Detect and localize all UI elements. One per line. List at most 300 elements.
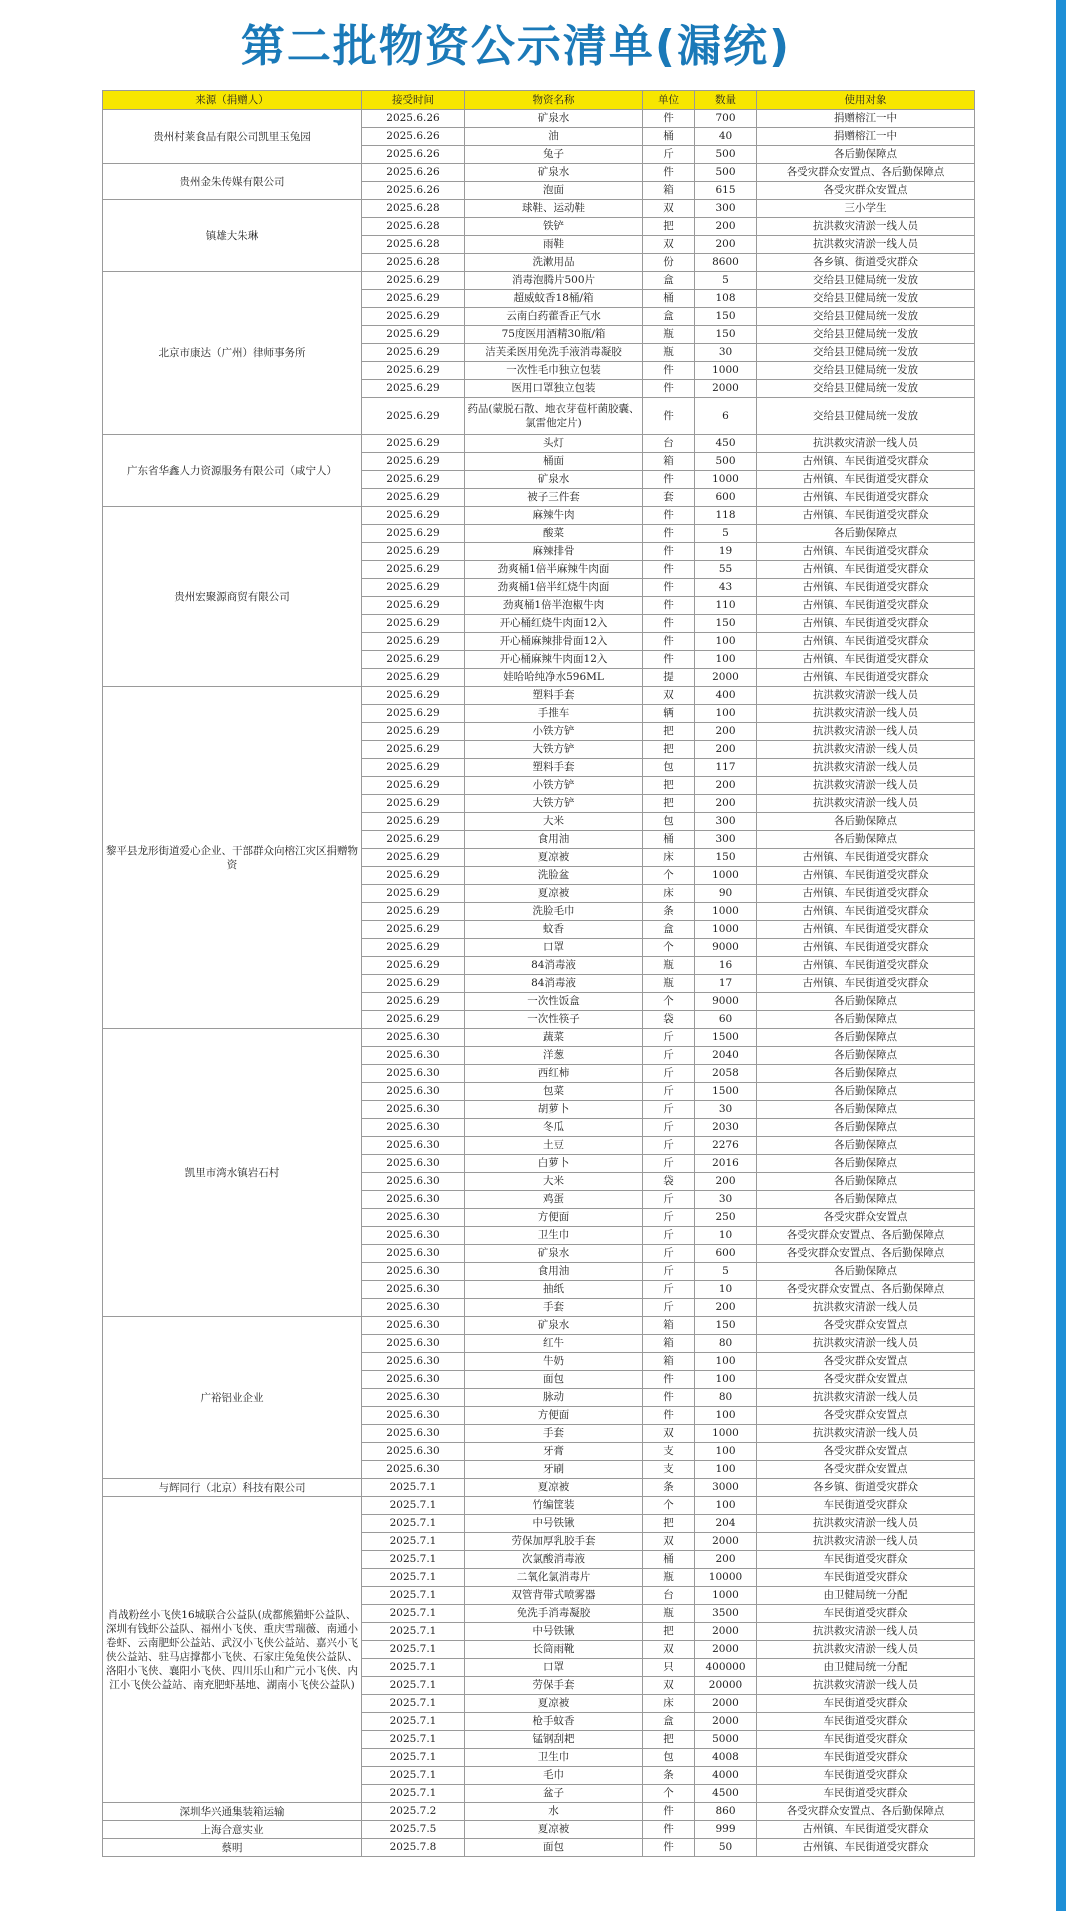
cell-quantity: 200 [695, 1173, 757, 1191]
cell-quantity: 5 [695, 525, 757, 543]
cell-date: 2025.6.30 [362, 1299, 465, 1317]
cell-item: 被子三件套 [465, 489, 643, 507]
cell-unit: 袋 [643, 1173, 695, 1191]
cell-quantity: 108 [695, 290, 757, 308]
cell-quantity: 100 [695, 1497, 757, 1515]
cell-quantity: 250 [695, 1209, 757, 1227]
cell-unit: 台 [643, 1587, 695, 1605]
cell-quantity: 2000 [695, 380, 757, 398]
cell-unit: 桶 [643, 1551, 695, 1569]
cell-unit: 床 [643, 885, 695, 903]
cell-unit: 个 [643, 1785, 695, 1803]
cell-date: 2025.6.29 [362, 849, 465, 867]
cell-unit: 斤 [643, 146, 695, 164]
cell-item: 胡萝卜 [465, 1101, 643, 1119]
cell-item: 一次性毛巾独立包装 [465, 362, 643, 380]
cell-unit: 把 [643, 1731, 695, 1749]
cell-recipient: 古州镇、车民街道受灾群众 [757, 921, 975, 939]
cell-item: 手套 [465, 1425, 643, 1443]
table-row [103, 1497, 975, 1515]
cell-unit: 件 [643, 615, 695, 633]
header-quantity: 数量 [695, 91, 757, 110]
cell-date: 2025.6.30 [362, 1263, 465, 1281]
cell-recipient: 古州镇、车民街道受灾群众 [757, 507, 975, 525]
cell-date: 2025.7.8 [362, 1839, 465, 1857]
cell-source: 广东省华鑫人力资源服务有限公司（咸宁人） [103, 435, 362, 507]
cell-unit: 件 [643, 579, 695, 597]
cell-date: 2025.6.29 [362, 741, 465, 759]
cell-quantity: 100 [695, 633, 757, 651]
table-row [103, 110, 975, 128]
cell-unit: 箱 [643, 182, 695, 200]
cell-quantity: 700 [695, 110, 757, 128]
cell-recipient: 抗洪救灾清淤一线人员 [757, 777, 975, 795]
cell-quantity: 100 [695, 1371, 757, 1389]
cell-unit: 包 [643, 1749, 695, 1767]
cell-unit: 条 [643, 1479, 695, 1497]
cell-unit: 斤 [643, 1083, 695, 1101]
cell-date: 2025.6.30 [362, 1407, 465, 1425]
cell-date: 2025.7.1 [362, 1695, 465, 1713]
cell-quantity: 1000 [695, 471, 757, 489]
cell-unit: 箱 [643, 453, 695, 471]
table-header-row [103, 91, 975, 110]
cell-unit: 盒 [643, 272, 695, 290]
header-item: 物资名称 [465, 91, 643, 110]
cell-quantity: 1000 [695, 1587, 757, 1605]
cell-item: 红牛 [465, 1335, 643, 1353]
cell-date: 2025.6.30 [362, 1209, 465, 1227]
cell-date: 2025.6.29 [362, 326, 465, 344]
cell-date: 2025.6.30 [362, 1173, 465, 1191]
table-row [103, 1029, 975, 1047]
cell-unit: 份 [643, 254, 695, 272]
cell-recipient: 各后勤保障点 [757, 1173, 975, 1191]
cell-unit: 箱 [643, 1335, 695, 1353]
cell-date: 2025.6.30 [362, 1065, 465, 1083]
cell-item: 牙膏 [465, 1443, 643, 1461]
cell-recipient: 古州镇、车民街道受灾群众 [757, 471, 975, 489]
cell-unit: 斤 [643, 1029, 695, 1047]
cell-date: 2025.6.30 [362, 1425, 465, 1443]
cell-unit: 件 [643, 164, 695, 182]
cell-item: 牙刷 [465, 1461, 643, 1479]
cell-unit: 件 [643, 561, 695, 579]
cell-unit: 件 [643, 1803, 695, 1821]
cell-recipient: 各受灾群众安置点 [757, 1317, 975, 1335]
cell-recipient: 抗洪救灾清淤一线人员 [757, 1533, 975, 1551]
cell-item: 中号铁锹 [465, 1515, 643, 1533]
cell-item: 大铁方铲 [465, 741, 643, 759]
cell-recipient: 交给县卫健局统一发放 [757, 308, 975, 326]
cell-quantity: 20000 [695, 1677, 757, 1695]
cell-quantity: 10000 [695, 1569, 757, 1587]
cell-recipient: 车民街道受灾群众 [757, 1785, 975, 1803]
cell-date: 2025.6.29 [362, 705, 465, 723]
cell-quantity: 2000 [695, 669, 757, 687]
right-edge-stripe [1056, 0, 1066, 1911]
cell-unit: 件 [643, 110, 695, 128]
cell-date: 2025.6.29 [362, 669, 465, 687]
cell-item: 开心桶麻辣排骨面12入 [465, 633, 643, 651]
cell-item: 竹编筐装 [465, 1497, 643, 1515]
cell-recipient: 抗洪救灾清淤一线人员 [757, 741, 975, 759]
cell-unit: 箱 [643, 1317, 695, 1335]
cell-date: 2025.6.30 [362, 1371, 465, 1389]
cell-recipient: 古州镇、车民街道受灾群众 [757, 849, 975, 867]
cell-quantity: 10 [695, 1227, 757, 1245]
cell-quantity: 5000 [695, 1731, 757, 1749]
cell-recipient: 古州镇、车民街道受灾群众 [757, 867, 975, 885]
cell-date: 2025.6.30 [362, 1101, 465, 1119]
cell-quantity: 300 [695, 831, 757, 849]
table-row [103, 1803, 975, 1821]
cell-item: 矿泉水 [465, 471, 643, 489]
cell-quantity: 4500 [695, 1785, 757, 1803]
cell-date: 2025.7.1 [362, 1767, 465, 1785]
cell-unit: 斤 [643, 1137, 695, 1155]
cell-item: 一次性筷子 [465, 1011, 643, 1029]
cell-recipient: 各后勤保障点 [757, 146, 975, 164]
cell-unit: 件 [643, 380, 695, 398]
cell-date: 2025.6.29 [362, 903, 465, 921]
cell-recipient: 各后勤保障点 [757, 1065, 975, 1083]
cell-source: 贵州金朱传媒有限公司 [103, 164, 362, 200]
cell-item: 酸菜 [465, 525, 643, 543]
cell-quantity: 117 [695, 759, 757, 777]
cell-date: 2025.6.26 [362, 128, 465, 146]
cell-unit: 双 [643, 687, 695, 705]
cell-item: 84消毒液 [465, 957, 643, 975]
cell-date: 2025.6.29 [362, 957, 465, 975]
cell-unit: 辆 [643, 705, 695, 723]
cell-recipient: 各后勤保障点 [757, 1083, 975, 1101]
cell-quantity: 43 [695, 579, 757, 597]
cell-source: 上海合意实业 [103, 1821, 362, 1839]
cell-date: 2025.7.1 [362, 1731, 465, 1749]
cell-unit: 把 [643, 1515, 695, 1533]
cell-recipient: 交给县卫健局统一发放 [757, 290, 975, 308]
cell-item: 矿泉水 [465, 164, 643, 182]
cell-quantity: 150 [695, 308, 757, 326]
cell-item: 盆子 [465, 1785, 643, 1803]
cell-recipient: 车民街道受灾群众 [757, 1551, 975, 1569]
cell-recipient: 各受灾群众安置点 [757, 1443, 975, 1461]
cell-recipient: 各受灾群众安置点、各后勤保障点 [757, 1281, 975, 1299]
cell-unit: 把 [643, 777, 695, 795]
cell-recipient: 抗洪救灾清淤一线人员 [757, 435, 975, 453]
cell-quantity: 400000 [695, 1659, 757, 1677]
cell-recipient: 各后勤保障点 [757, 525, 975, 543]
cell-quantity: 200 [695, 218, 757, 236]
cell-quantity: 400 [695, 687, 757, 705]
cell-item: 口罩 [465, 939, 643, 957]
cell-quantity: 2058 [695, 1065, 757, 1083]
cell-recipient: 抗洪救灾清淤一线人员 [757, 1623, 975, 1641]
cell-quantity: 860 [695, 1803, 757, 1821]
cell-recipient: 由卫健局统一分配 [757, 1659, 975, 1677]
cell-date: 2025.7.1 [362, 1587, 465, 1605]
cell-recipient: 交给县卫健局统一发放 [757, 344, 975, 362]
cell-unit: 桶 [643, 128, 695, 146]
cell-recipient: 抗洪救灾清淤一线人员 [757, 759, 975, 777]
cell-date: 2025.6.30 [362, 1083, 465, 1101]
cell-item: 毛巾 [465, 1767, 643, 1785]
cell-recipient: 车民街道受灾群众 [757, 1569, 975, 1587]
cell-unit: 双 [643, 1641, 695, 1659]
cell-quantity: 110 [695, 597, 757, 615]
cell-quantity: 100 [695, 1461, 757, 1479]
cell-date: 2025.6.29 [362, 290, 465, 308]
cell-unit: 把 [643, 723, 695, 741]
cell-item: 双管背带式喷雾器 [465, 1587, 643, 1605]
cell-item: 鸡蛋 [465, 1191, 643, 1209]
cell-unit: 斤 [643, 1263, 695, 1281]
cell-item: 桶面 [465, 453, 643, 471]
table-row [103, 200, 975, 218]
cell-recipient: 抗洪救灾清淤一线人员 [757, 723, 975, 741]
cell-unit: 台 [643, 435, 695, 453]
cell-recipient: 抗洪救灾清淤一线人员 [757, 236, 975, 254]
cell-recipient: 抗洪救灾清淤一线人员 [757, 1335, 975, 1353]
cell-unit: 斤 [643, 1209, 695, 1227]
cell-recipient: 车民街道受灾群众 [757, 1695, 975, 1713]
header-date: 接受时间 [362, 91, 465, 110]
cell-item: 蚊香 [465, 921, 643, 939]
cell-recipient: 各后勤保障点 [757, 1191, 975, 1209]
cell-quantity: 600 [695, 1245, 757, 1263]
cell-item: 卫生巾 [465, 1749, 643, 1767]
cell-unit: 件 [643, 633, 695, 651]
cell-recipient: 各受灾群众安置点 [757, 1353, 975, 1371]
cell-quantity: 6 [695, 398, 757, 435]
cell-unit: 件 [643, 362, 695, 380]
cell-item: 锰钢刮耙 [465, 1731, 643, 1749]
cell-quantity: 2016 [695, 1155, 757, 1173]
cell-item: 大米 [465, 1173, 643, 1191]
cell-unit: 支 [643, 1443, 695, 1461]
cell-unit: 盒 [643, 308, 695, 326]
cell-date: 2025.6.30 [362, 1353, 465, 1371]
cell-unit: 斤 [643, 1155, 695, 1173]
cell-recipient: 各受灾群众安置点 [757, 1371, 975, 1389]
table-row [103, 435, 975, 453]
cell-date: 2025.6.29 [362, 308, 465, 326]
cell-quantity: 3500 [695, 1605, 757, 1623]
cell-item: 矿泉水 [465, 1317, 643, 1335]
cell-quantity: 40 [695, 128, 757, 146]
cell-unit: 双 [643, 1533, 695, 1551]
cell-recipient: 抗洪救灾清淤一线人员 [757, 1677, 975, 1695]
cell-source: 蔡明 [103, 1839, 362, 1857]
cell-unit: 件 [643, 1371, 695, 1389]
cell-recipient: 古州镇、车民街道受灾群众 [757, 939, 975, 957]
cell-recipient: 由卫健局统一分配 [757, 1587, 975, 1605]
cell-unit: 把 [643, 1623, 695, 1641]
cell-unit: 箱 [643, 1353, 695, 1371]
cell-quantity: 2000 [695, 1533, 757, 1551]
cell-item: 一次性饭盒 [465, 993, 643, 1011]
cell-source: 深圳华兴通集装箱运输 [103, 1803, 362, 1821]
cell-date: 2025.6.28 [362, 218, 465, 236]
cell-date: 2025.6.28 [362, 200, 465, 218]
cell-date: 2025.6.29 [362, 723, 465, 741]
cell-item: 手套 [465, 1299, 643, 1317]
cell-unit: 提 [643, 669, 695, 687]
cell-item: 84消毒液 [465, 975, 643, 993]
cell-item: 小铁方铲 [465, 723, 643, 741]
cell-date: 2025.6.26 [362, 110, 465, 128]
cell-quantity: 200 [695, 236, 757, 254]
cell-quantity: 204 [695, 1515, 757, 1533]
cell-source: 凯里市湾水镇岩石村 [103, 1029, 362, 1317]
cell-recipient: 各后勤保障点 [757, 1263, 975, 1281]
cell-unit: 件 [643, 597, 695, 615]
cell-unit: 瓶 [643, 957, 695, 975]
cell-item: 脉动 [465, 1389, 643, 1407]
cell-date: 2025.6.29 [362, 1011, 465, 1029]
cell-date: 2025.6.30 [362, 1443, 465, 1461]
header-unit: 单位 [643, 91, 695, 110]
cell-recipient: 抗洪救灾清淤一线人员 [757, 1641, 975, 1659]
cell-quantity: 200 [695, 723, 757, 741]
cell-date: 2025.6.30 [362, 1137, 465, 1155]
cell-unit: 斤 [643, 1119, 695, 1137]
cell-date: 2025.6.29 [362, 777, 465, 795]
cell-item: 次氯酸消毒液 [465, 1551, 643, 1569]
cell-quantity: 615 [695, 182, 757, 200]
cell-item: 大米 [465, 813, 643, 831]
cell-unit: 包 [643, 759, 695, 777]
cell-unit: 件 [643, 1389, 695, 1407]
cell-quantity: 300 [695, 200, 757, 218]
cell-quantity: 80 [695, 1335, 757, 1353]
cell-item: 泡面 [465, 182, 643, 200]
cell-unit: 斤 [643, 1047, 695, 1065]
cell-quantity: 2000 [695, 1641, 757, 1659]
cell-date: 2025.6.30 [362, 1047, 465, 1065]
cell-unit: 件 [643, 525, 695, 543]
cell-item: 矿泉水 [465, 110, 643, 128]
cell-recipient: 各后勤保障点 [757, 1047, 975, 1065]
cell-quantity: 1500 [695, 1029, 757, 1047]
cell-source: 贵州宏聚源商贸有限公司 [103, 507, 362, 687]
cell-item: 娃哈哈纯净水596ML [465, 669, 643, 687]
cell-date: 2025.6.29 [362, 471, 465, 489]
cell-quantity: 200 [695, 741, 757, 759]
cell-item: 劲爽桶1倍半麻辣牛肉面 [465, 561, 643, 579]
cell-recipient: 各受灾群众安置点 [757, 1461, 975, 1479]
cell-recipient: 古州镇、车民街道受灾群众 [757, 1839, 975, 1857]
cell-date: 2025.6.30 [362, 1119, 465, 1137]
cell-item: 洗脸盆 [465, 867, 643, 885]
cell-quantity: 30 [695, 1101, 757, 1119]
cell-item: 夏凉被 [465, 1821, 643, 1839]
cell-quantity: 60 [695, 1011, 757, 1029]
cell-recipient: 各受灾群众安置点、各后勤保障点 [757, 1803, 975, 1821]
cell-unit: 件 [643, 651, 695, 669]
cell-item: 云南白药藿香正气水 [465, 308, 643, 326]
table-row [103, 1479, 975, 1497]
cell-recipient: 各受灾群众安置点 [757, 1407, 975, 1425]
cell-quantity: 500 [695, 453, 757, 471]
cell-quantity: 100 [695, 1407, 757, 1425]
cell-unit: 双 [643, 1425, 695, 1443]
cell-quantity: 118 [695, 507, 757, 525]
cell-unit: 把 [643, 795, 695, 813]
cell-item: 油 [465, 128, 643, 146]
cell-date: 2025.6.29 [362, 813, 465, 831]
cell-date: 2025.6.29 [362, 579, 465, 597]
cell-date: 2025.6.29 [362, 507, 465, 525]
cell-unit: 件 [643, 543, 695, 561]
table-row [103, 1821, 975, 1839]
cell-unit: 床 [643, 849, 695, 867]
cell-recipient: 抗洪救灾清淤一线人员 [757, 705, 975, 723]
cell-quantity: 2000 [695, 1623, 757, 1641]
cell-quantity: 30 [695, 1191, 757, 1209]
cell-recipient: 交给县卫健局统一发放 [757, 362, 975, 380]
cell-unit: 桶 [643, 831, 695, 849]
table-row [103, 1839, 975, 1857]
cell-item: 兔子 [465, 146, 643, 164]
table-row [103, 272, 975, 290]
cell-recipient: 交给县卫健局统一发放 [757, 272, 975, 290]
cell-item: 头灯 [465, 435, 643, 453]
cell-item: 雨鞋 [465, 236, 643, 254]
cell-item: 夏凉被 [465, 885, 643, 903]
cell-date: 2025.6.29 [362, 975, 465, 993]
cell-date: 2025.6.29 [362, 362, 465, 380]
cell-date: 2025.7.1 [362, 1533, 465, 1551]
cell-quantity: 19 [695, 543, 757, 561]
cell-quantity: 2000 [695, 1695, 757, 1713]
cell-date: 2025.6.29 [362, 543, 465, 561]
cell-unit: 桶 [643, 290, 695, 308]
cell-unit: 斤 [643, 1299, 695, 1317]
cell-recipient: 古州镇、车民街道受灾群众 [757, 453, 975, 471]
cell-date: 2025.6.30 [362, 1227, 465, 1245]
cell-item: 夏凉被 [465, 1479, 643, 1497]
cell-item: 麻辣排骨 [465, 543, 643, 561]
cell-unit: 件 [643, 1407, 695, 1425]
cell-recipient: 车民街道受灾群众 [757, 1767, 975, 1785]
cell-quantity: 200 [695, 795, 757, 813]
cell-date: 2025.6.29 [362, 489, 465, 507]
cell-item: 医用口罩独立包装 [465, 380, 643, 398]
cell-quantity: 150 [695, 849, 757, 867]
cell-recipient: 各受灾群众安置点 [757, 182, 975, 200]
cell-recipient: 各受灾群众安置点 [757, 1209, 975, 1227]
cell-recipient: 古州镇、车民街道受灾群众 [757, 633, 975, 651]
cell-date: 2025.7.1 [362, 1749, 465, 1767]
cell-item: 面包 [465, 1371, 643, 1389]
cell-unit: 把 [643, 741, 695, 759]
cell-unit: 把 [643, 218, 695, 236]
cell-unit: 瓶 [643, 1605, 695, 1623]
cell-quantity: 50 [695, 1839, 757, 1857]
cell-date: 2025.6.29 [362, 687, 465, 705]
cell-source: 广裕铝业企业 [103, 1317, 362, 1479]
cell-unit: 个 [643, 993, 695, 1011]
donation-table [102, 90, 975, 1857]
cell-recipient: 各后勤保障点 [757, 993, 975, 1011]
cell-quantity: 2040 [695, 1047, 757, 1065]
cell-date: 2025.6.30 [362, 1335, 465, 1353]
cell-unit: 双 [643, 236, 695, 254]
cell-item: 白萝卜 [465, 1155, 643, 1173]
cell-recipient: 各后勤保障点 [757, 1029, 975, 1047]
